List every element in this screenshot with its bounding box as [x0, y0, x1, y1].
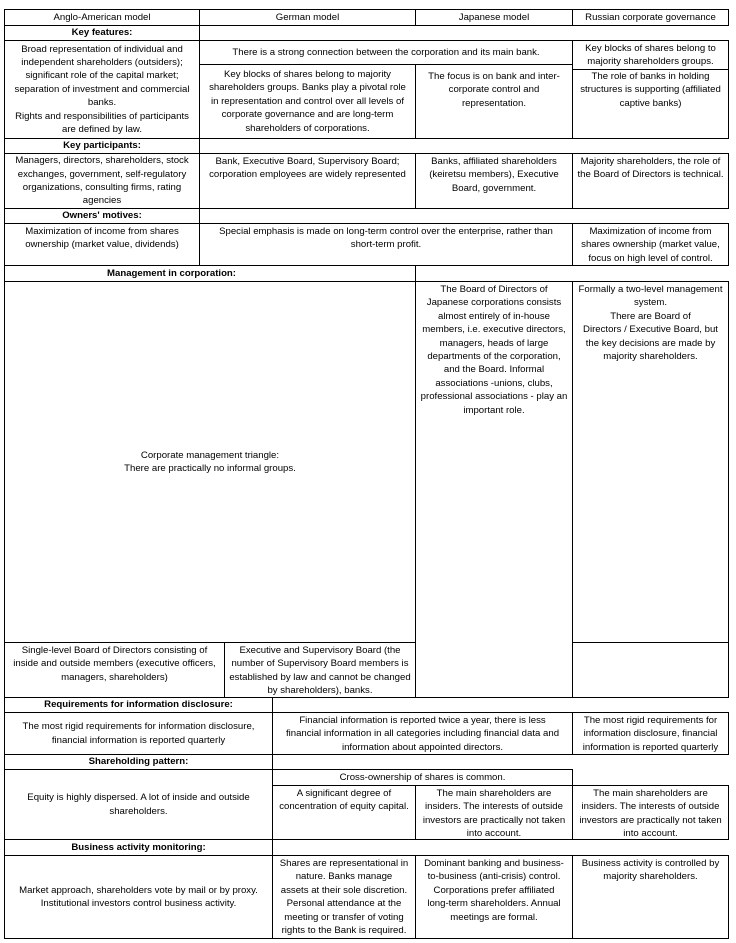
key-features-russian-1: Key blocks of shares belong to majority shareholders groups. — [572, 40, 729, 70]
owners-motives-anglo: Maximization of income from shares ownership (market value, dividends) — [4, 223, 200, 266]
key-features-russian-2: The role of banks in holding structures is supporting (affiliated captive banks) — [572, 69, 729, 139]
shareholding-anglo: Equity is highly dispersed. A lot of inside and outside shareholders. — [4, 769, 273, 840]
header-russian: Russian corporate governance — [572, 9, 729, 26]
shareholding-cross-ownership: Cross-ownership of shares is common. — [272, 769, 573, 786]
management-triangle: Corporate management triangle: There are practically no informal groups. — [4, 281, 416, 643]
section-key-features: Key features: — [4, 25, 200, 41]
key-features-german-japanese: There is a strong connection between the corporation and its main bank. — [199, 40, 573, 65]
owners-motives-german-japanese: Special emphasis is made on long-term control over the enterprise, rather than short-term profit. — [199, 223, 573, 266]
section-key-participants: Key participants: — [4, 138, 200, 154]
key-features-anglo: Broad representation of individual and independent shareholders (outsiders); significant role of the capital market; separation of investment and commercial banks. Rights and responsibilities of participants are defined by law. — [4, 40, 200, 139]
shareholding-russian: The main shareholders are insiders. The interests of outside investors are practically not taken into account. — [572, 785, 729, 840]
section-management: Management in corporation: — [4, 265, 416, 282]
header-japanese: Japanese model — [415, 9, 573, 26]
owners-motives-russian: Maximization of income from shares ownership (market value, focus on high level of control. — [572, 223, 729, 266]
section-disclosure: Requirements for information disclosure: — [4, 697, 273, 713]
key-participants-anglo: Managers, directors, shareholders, stock exchanges, government, self-regulatory organizations, consulting firms, rating agencies — [4, 153, 200, 209]
management-japanese: The Board of Directors of Japanese corporations consists almost entirely of in-house members, i.e. executive directors, managers, heads of large departments of the corporation, and the Board. Informal associations -unions, clubs, professional associations - play an important role. — [415, 281, 573, 698]
key-participants-german: Bank, Executive Board, Supervisory Board; corporation employees are widely represented — [199, 153, 416, 209]
disclosure-anglo: The most rigid requirements for information disclosure, financial information is reported quarterly — [4, 712, 273, 755]
key-features-japanese: The focus is on bank and inter- corporate control and representation. — [415, 64, 573, 139]
key-participants-japanese: Banks, affiliated shareholders (keiretsu members), Executive Board, government. — [415, 153, 573, 209]
management-russian: Formally a two-level management system. There are Board of Directors / Executive Board, but the key decisions are made by majority shareholders. — [572, 281, 729, 643]
key-features-german: Key blocks of shares belong to majority shareholders groups. Banks play a pivotal role in representation and control over all levels of corporate governance and are long-term shareholders of corporations. — [199, 64, 416, 139]
management-german-board: Executive and Supervisory Board (the number of Supervisory Board members is established by law and cannot be changed by shareholders), banks. — [224, 642, 416, 698]
management-russian-empty — [572, 642, 729, 698]
shareholding-german: A significant degree of concentration of equity capital. — [272, 785, 416, 840]
disclosure-german-japanese: Financial information is reported twice a year, there is less financial information in all categories including financial data and information about appointed directors. — [272, 712, 573, 755]
key-participants-russian: Majority shareholders, the role of the Board of Directors is technical. — [572, 153, 729, 209]
shareholding-japanese: The main shareholders are insiders. The interests of outside investors are practically not taken into account. — [415, 785, 573, 840]
monitoring-japanese: Dominant banking and business- to-business (anti-crisis) control. Corporations prefer affiliated long-term shareholders. Annual meetings are formal. — [415, 855, 573, 939]
header-german: German model — [199, 9, 416, 26]
section-monitoring: Business activity monitoring: — [4, 839, 273, 856]
section-shareholding: Shareholding pattern: — [4, 754, 273, 770]
disclosure-russian: The most rigid requirements for information disclosure, financial information is reported quarterly — [572, 712, 729, 755]
monitoring-german: Shares are representational in nature. Banks manage assets at their sole discretion. Personal attendance at the meeting or transfer of voting rights to the Bank is required. — [272, 855, 416, 939]
monitoring-anglo: Market approach, shareholders vote by mail or by proxy. Institutional investors control business activity. — [4, 855, 273, 939]
section-owners-motives: Owners' motives: — [4, 208, 200, 224]
header-anglo-american: Anglo-American model — [4, 9, 200, 26]
management-anglo-board: Single-level Board of Directors consisting of inside and outside members (executive officers, managers, shareholders) — [4, 642, 225, 698]
monitoring-russian: Business activity is controlled by majority shareholders. — [572, 855, 729, 939]
